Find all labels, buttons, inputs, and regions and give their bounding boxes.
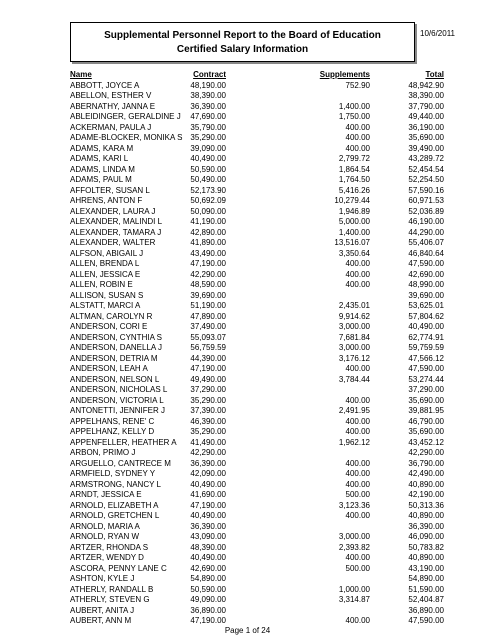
contract-amount: 35,290.00 [190,427,226,436]
employee-name: AFFOLTER, SUSAN L [70,185,150,195]
employee-name: ALLEN, JESSICA E [70,269,141,279]
total-amount: 43,190.00 [408,563,444,573]
total-amount: 47,590.00 [408,616,444,625]
contract-amount: 37,390.00 [190,406,226,415]
employee-name: ASCORA, PENNY LANE C [70,563,167,573]
table-row [70,585,444,596]
table-row [70,102,444,113]
contract-amount: 56,759.59 [190,343,226,352]
column-header-contract: Contract [193,70,226,79]
table-row [70,564,444,575]
page-footer: Page 1 of 24 [224,626,271,635]
table-row [70,396,444,407]
employee-name: ALEXANDER, TAMARA J [70,227,162,237]
contract-amount: 40,490.00 [190,511,226,520]
salary-table [70,70,444,627]
total-amount: 42,190.00 [408,490,444,499]
total-amount: 50,783.82 [408,542,444,552]
contract-amount: 38,390.00 [190,91,226,100]
contract-amount: 41,190.00 [190,217,226,226]
total-amount: 37,290.00 [408,385,444,394]
total-amount: 55,406.07 [408,238,444,247]
total-amount: 39,690.00 [408,290,444,300]
contract-amount: 48,190.00 [190,80,226,90]
employee-name: ACKERMAN, PAULA J [70,122,152,132]
supplements-amount: 1,000.00 [338,584,370,594]
table-row [70,343,444,354]
total-amount: 53,274.44 [408,374,444,384]
table-row [70,469,444,480]
employee-name: ANDERSON, CYNTHIA S [70,332,163,342]
table-row [70,574,444,585]
table-row [70,312,444,323]
total-amount: 40,890.00 [408,511,444,520]
total-amount: 46,790.00 [408,416,444,426]
employee-name: ADAME-BLOCKER, MONIKA S [70,133,183,142]
total-amount: 40,890.00 [408,553,444,562]
total-amount: 47,590.00 [408,364,444,373]
supplements-amount: 400.00 [345,511,370,520]
employee-name: ANDERSON, LEAH A [70,364,148,373]
total-amount: 39,881.95 [408,406,444,415]
contract-amount: 35,790.00 [190,122,226,132]
employee-name: ARTZER, WENDY D [70,553,144,562]
contract-amount: 47,690.00 [190,112,226,121]
table-row [70,133,444,144]
total-amount: 43,452.12 [408,437,444,447]
supplements-amount: 400.00 [345,280,370,289]
total-amount: 42,290.00 [408,448,444,457]
total-amount: 51,590.00 [408,584,444,594]
total-amount: 59,759.59 [408,343,444,352]
report-title: Supplemental Personnel Report to the Board of Education [104,30,381,41]
table-row [70,606,444,617]
total-amount: 35,690.00 [408,427,444,436]
total-amount: 54,890.00 [408,574,444,583]
supplements-amount: 400.00 [345,553,370,562]
employee-name: ALEXANDER, LAURA J [70,206,156,216]
contract-amount: 49,490.00 [190,374,226,384]
employee-name: ARBON, PRIMO J [70,448,136,457]
total-amount: 38,390.00 [408,91,444,100]
employee-name: ABELLON, ESTHER V [70,91,152,100]
contract-amount: 43,490.00 [190,248,226,258]
table-row [70,144,444,155]
total-amount: 47,566.12 [408,353,444,363]
contract-amount: 47,890.00 [190,311,226,321]
employee-name: ANDERSON, VICTORIA L [70,395,164,405]
total-amount: 43,289.72 [408,154,444,163]
supplements-amount: 10,279.44 [334,196,370,205]
supplements-amount: 400.00 [345,133,370,142]
total-amount: 52,036.89 [408,206,444,216]
supplements-amount: 1,864.54 [338,164,370,174]
column-header-name: Name [70,70,92,79]
supplements-amount: 1,750.00 [338,112,370,121]
contract-amount: 51,190.00 [190,301,226,310]
total-amount: 46,090.00 [408,532,444,541]
total-amount: 57,804.62 [408,311,444,321]
employee-name: ALLEN, BRENDA L [70,259,140,268]
contract-amount: 50,490.00 [190,175,226,184]
contract-amount: 40,490.00 [190,553,226,562]
contract-amount: 36,390.00 [190,458,226,468]
supplements-amount: 3,784.44 [338,374,370,384]
employee-name: ANDERSON, NICHOLAS L [70,385,168,394]
supplements-amount: 500.00 [345,490,370,499]
table-row [70,228,444,239]
supplements-amount: 3,000.00 [338,532,370,541]
table-row [70,322,444,333]
table-row [70,270,444,281]
employee-name: ATHERLY, STEVEN G [70,595,150,604]
employee-name: ALLISON, SUSAN S [70,290,144,300]
total-amount: 40,890.00 [408,479,444,489]
supplements-amount: 2,435.01 [338,301,370,310]
table-row [70,501,444,512]
supplements-amount: 3,314.87 [338,595,370,604]
supplements-amount: 400.00 [345,469,370,478]
total-amount: 36,790.00 [408,458,444,468]
total-amount: 39,490.00 [408,143,444,153]
employee-name: ABLEIDINGER, GERALDINE J [70,112,181,121]
supplements-amount: 3,176.12 [338,353,370,363]
supplements-amount: 3,123.36 [338,500,370,510]
total-amount: 42,490.00 [408,469,444,478]
supplements-amount: 400.00 [345,122,370,132]
contract-amount: 47,190.00 [190,259,226,268]
employee-name: ALTMAN, CAROLYN R [70,311,153,321]
table-row [70,616,444,627]
supplements-amount: 5,416.26 [338,185,370,195]
table-row [70,553,444,564]
total-amount: 46,190.00 [408,217,444,226]
column-header-supplements: Supplements [319,70,370,79]
table-row [70,385,444,396]
contract-amount: 40,490.00 [190,154,226,163]
contract-amount: 37,490.00 [190,322,226,331]
table-row [70,91,444,102]
total-amount: 40,490.00 [408,322,444,331]
supplements-amount: 3,000.00 [338,343,370,352]
employee-name: ASHTON, KYLE J [70,574,135,583]
table-row [70,217,444,228]
table-row [70,175,444,186]
contract-amount: 41,690.00 [190,490,226,499]
table-row [70,543,444,554]
employee-name: AUBERT, ANN M [70,616,132,625]
supplements-amount: 1,764.50 [338,175,370,184]
employee-name: ADAMS, KARI L [70,154,129,163]
employee-name: ARNOLD, MARIA A [70,521,140,531]
total-amount: 62,774.91 [408,332,444,342]
supplements-amount: 2,491.95 [338,406,370,415]
contract-amount: 50,090.00 [190,206,226,216]
supplements-amount: 400.00 [345,395,370,405]
supplements-amount: 400.00 [345,269,370,279]
employee-name: ALEXANDER, MALINDI L [70,217,163,226]
table-row [70,291,444,302]
total-amount: 35,690.00 [408,395,444,405]
supplements-amount: 3,350.64 [338,248,370,258]
total-amount: 53,625.01 [408,301,444,310]
employee-name: AUBERT, ANITA J [70,605,135,615]
table-row [70,490,444,501]
table-row [70,112,444,123]
total-amount: 52,454.54 [408,164,444,174]
contract-amount: 36,390.00 [190,101,226,111]
contract-amount: 40,490.00 [190,479,226,489]
total-amount: 57,590.16 [408,185,444,195]
contract-amount: 43,090.00 [190,532,226,541]
contract-amount: 50,692.09 [190,196,226,205]
employee-name: ARNOLD, GRETCHEN L [70,511,160,520]
employee-name: ANDERSON, CORI E [70,322,148,331]
total-amount: 44,290.00 [408,227,444,237]
employee-name: ABBOTT, JOYCE A [70,80,140,90]
employee-name: ALEXANDER, WALTER [70,238,156,247]
contract-amount: 47,190.00 [190,364,226,373]
employee-name: APPELHANS, RENE' C [70,416,155,426]
table-row [70,480,444,491]
contract-amount: 41,490.00 [190,437,226,447]
employee-name: ABERNATHY, JANNA E [70,101,156,111]
supplements-amount: 2,799.72 [338,154,370,163]
contract-amount: 36,390.00 [190,521,226,531]
supplements-amount: 752.90 [345,80,370,90]
employee-name: ANTONETTI, JENNIFER J [70,406,165,415]
supplements-amount: 400.00 [345,458,370,468]
table-row [70,438,444,449]
supplements-amount: 400.00 [345,427,370,436]
contract-amount: 42,890.00 [190,227,226,237]
supplements-amount: 400.00 [345,616,370,625]
table-row [70,165,444,176]
employee-name: ARNDT, JESSICA E [70,490,142,499]
employee-name: ARTZER, RHONDA S [70,542,149,552]
table-row [70,207,444,218]
contract-amount: 47,190.00 [190,616,226,625]
contract-amount: 37,290.00 [190,385,226,394]
table-row [70,123,444,134]
table-header [70,70,444,81]
supplements-amount: 5,000.00 [338,217,370,226]
employee-name: ARGUELLO, CANTRECE M [70,458,171,468]
supplements-amount: 1,400.00 [338,227,370,237]
supplements-amount: 1,400.00 [338,101,370,111]
contract-amount: 48,390.00 [190,542,226,552]
supplements-amount: 400.00 [345,259,370,268]
contract-amount: 49,090.00 [190,595,226,604]
employee-name: ANDERSON, NELSON L [70,374,160,384]
contract-amount: 35,290.00 [190,395,226,405]
table-row [70,238,444,249]
contract-amount: 39,690.00 [190,290,226,300]
total-amount: 47,590.00 [408,259,444,268]
employee-name: ADAMS, LINDA M [70,164,135,174]
table-row [70,522,444,533]
contract-amount: 50,590.00 [190,164,226,174]
contract-amount: 54,890.00 [190,574,226,583]
contract-amount: 42,290.00 [190,448,226,457]
total-amount: 52,254.50 [408,175,444,184]
total-amount: 35,690.00 [408,133,444,142]
table-row [70,364,444,375]
table-row [70,259,444,270]
employee-name: AHRENS, ANTON F [70,196,143,205]
table-row [70,186,444,197]
table-body [70,81,444,627]
contract-amount: 41,890.00 [190,238,226,247]
employee-name: ANDERSON, DANELLA J [70,343,163,352]
table-row [70,459,444,470]
supplements-amount: 400.00 [345,416,370,426]
contract-amount: 48,590.00 [190,280,226,289]
total-amount: 48,990.00 [408,280,444,289]
table-row [70,511,444,522]
supplements-amount: 1,946.89 [338,206,370,216]
contract-amount: 44,390.00 [190,353,226,363]
contract-amount: 42,690.00 [190,563,226,573]
employee-name: ALFSON, ABIGAIL J [70,248,144,258]
employee-name: ARNOLD, RYAN W [70,532,140,541]
total-amount: 52,404.87 [408,595,444,604]
supplements-amount: 13,516.07 [334,238,370,247]
employee-name: ADAMS, PAUL M [70,175,132,184]
total-amount: 48,942.90 [408,80,444,90]
total-amount: 36,190.00 [408,122,444,132]
employee-name: APPELHANZ, KELLY D [70,427,155,436]
table-row [70,301,444,312]
total-amount: 49,440.00 [408,112,444,121]
supplements-amount: 400.00 [345,143,370,153]
employee-name: ATHERLY, RANDALL B [70,584,154,594]
table-row [70,154,444,165]
table-row [70,448,444,459]
contract-amount: 42,090.00 [190,469,226,478]
employee-name: ARMFIELD, SYDNEY Y [70,469,156,478]
contract-amount: 36,890.00 [190,605,226,615]
supplements-amount: 3,000.00 [338,322,370,331]
employee-name: APPENFELLER, HEATHER A [70,437,177,447]
employee-name: ARNOLD, ELIZABETH A [70,500,159,510]
total-amount: 36,890.00 [408,605,444,615]
total-amount: 50,313.36 [408,500,444,510]
table-row [70,280,444,291]
table-row [70,354,444,365]
column-header-total: Total [425,70,444,79]
report-subtitle: Certified Salary Information [176,44,309,55]
supplements-amount: 400.00 [345,479,370,489]
table-row [70,427,444,438]
table-row [70,333,444,344]
contract-amount: 42,290.00 [190,269,226,279]
contract-amount: 52,173.90 [190,185,226,195]
table-row [70,595,444,606]
table-row [70,406,444,417]
employee-name: ARMSTRONG, NANCY L [70,479,161,489]
total-amount: 37,790.00 [408,101,444,111]
table-row [70,249,444,260]
supplements-amount: 400.00 [345,364,370,373]
employee-name: ANDERSON, DETRIA M [70,353,158,363]
table-row [70,532,444,543]
report-date: 10/6/2011 [420,29,455,38]
contract-amount: 47,190.00 [190,500,226,510]
supplements-amount: 1,962.12 [338,437,370,447]
report-title-box [70,22,415,62]
supplements-amount: 9,914.62 [338,311,370,321]
table-row [70,375,444,386]
employee-name: ADAMS, KARA M [70,143,134,153]
total-amount: 46,840.64 [408,248,444,258]
total-amount: 42,690.00 [408,269,444,279]
total-amount: 36,390.00 [408,521,444,531]
table-row [70,417,444,428]
contract-amount: 35,290.00 [190,133,226,142]
table-row [70,196,444,207]
contract-amount: 50,590.00 [190,584,226,594]
contract-amount: 39,090.00 [190,143,226,153]
employee-name: ALSTATT, MARCI A [70,301,141,310]
supplements-amount: 500.00 [345,563,370,573]
employee-name: ALLEN, ROBIN E [70,280,133,289]
supplements-amount: 7,681.84 [338,332,370,342]
contract-amount: 46,390.00 [190,416,226,426]
contract-amount: 55,093.07 [190,332,226,342]
table-row [70,81,444,92]
supplements-amount: 2,393.82 [338,542,370,552]
total-amount: 60,971.53 [408,196,444,205]
